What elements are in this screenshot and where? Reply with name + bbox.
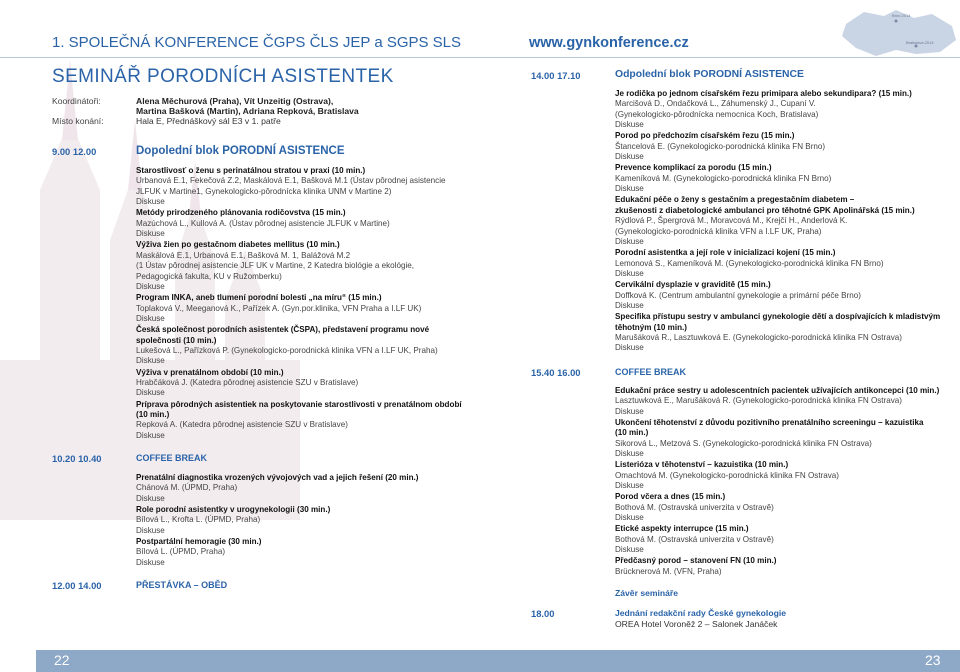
talk-title: Výživa žien po gestačnom diabetes mellitus (10 min.) [136, 240, 340, 250]
talk-title: Porodní asistentka a její role v inicializaci kojení (15 min.) [615, 248, 836, 258]
talk-item [136, 473, 419, 504]
talk-item [615, 556, 776, 577]
talk-discussion: Diskuse [136, 282, 165, 292]
left-block-title-3: PŘESTÁVKA – OBĚD [136, 580, 228, 590]
talk-authors: Lemonová S., Kameníková M. (Gynekologicko-porodnická klinika FN Brno) [615, 258, 884, 268]
conference-title: 1. SPOLEČNÁ KONFERENCE ČGPS ČLS JEP a SGPS SLS [52, 34, 462, 51]
talk-authors: Bílová L. (ÚPMD, Praha) [136, 547, 226, 557]
left-time-1: 9.00 12.00 [52, 146, 97, 157]
talk-title: Výživa v prenatálnom období (10 min.) [136, 367, 284, 377]
talk-discussion: Diskuse [136, 229, 165, 239]
place-label: Místo konání: [52, 116, 104, 126]
talk-discussion: Diskuse [615, 269, 644, 278]
coordinators-label: Koordinátoři: [52, 96, 101, 106]
right-time-1: 14.00 17.10 [531, 70, 581, 81]
talk-title: Role porodní asistentky v urogynekologii (30 min.) [136, 505, 331, 514]
talk-item [615, 248, 884, 279]
right-block-title-2: COFFEE BREAK [615, 367, 687, 377]
talk-discussion: Diskuse [615, 184, 644, 194]
page-number-right: 23 [925, 652, 941, 668]
talk-authors: Chánová M. (ÚPMD, Praha) [136, 483, 238, 493]
talk-title-cont: zkušenosti z diabetologické ambulanci pro těhotné GPK Apolinářská (15 min.) [615, 205, 915, 215]
talk-title: Program INKA, aneb tlumení porodní bolesti „na míru“ (15 min.) [136, 293, 382, 303]
talk-authors-cont: JLFUK v Martine1, Gynekologicko-pôrodnícka klinika UNM v Martine 2) [136, 186, 392, 196]
left-time-3: 12.00 14.00 [52, 580, 102, 591]
page-number-left: 22 [54, 652, 70, 668]
talk-title: Předčasný porod – stanovení FN (10 min.) [615, 556, 777, 566]
talk-authors-cont: (1 Ústav pôrodnej asistencie JLF UK v Martine, 2 Katedra biológie a ekológie, [136, 261, 415, 271]
talk-discussion: Diskuse [615, 237, 644, 247]
left-time-2: 10.20 10.40 [52, 453, 102, 464]
talk-item [136, 325, 438, 367]
talk-title-cont: (10 min.) [615, 428, 649, 438]
talk-title: Edukační práce sestry u adolescentních pacientek užívajících antikoncepci (10 min.) [615, 386, 940, 395]
talk-item [136, 537, 261, 568]
talk-title: Edukační péče o ženy s gestačním a pregestačním diabetem – [615, 195, 855, 205]
talk-discussion: Diskuse [615, 449, 644, 459]
final-meeting-title: Jednání redakční rady České gynekologie [615, 608, 786, 618]
talk-authors: Bothová M. (Ostravská univerzita v Ostravě) [615, 534, 774, 544]
talk-title: Postpartální hemoragie (30 min.) [136, 537, 262, 546]
talk-title: Ukončení těhotenství z důvodu pozitivního prenatálního screeningu – kazuistika [615, 418, 924, 427]
talk-discussion: Diskuse [136, 493, 165, 503]
talk-item [136, 240, 414, 292]
talk-authors: Urbanová E.1, Fekečová Z.2, Maskálová E.1, Bašková M.1 (Ústav pôrodnej asistencie [136, 176, 446, 186]
talk-item [136, 505, 330, 536]
footer-bar [36, 650, 960, 672]
talk-authors-cont: (Gynekologicko-pôrodnícka nemocnica Koch, Bratislava) [615, 109, 819, 119]
talk-title: Porod po předchozím císařském řezu (15 min.) [615, 131, 795, 141]
talk-discussion: Diskuse [615, 545, 644, 555]
talk-authors: Repková A. (Katedra pôrodnej asistencie SZU v Bratislave) [136, 420, 348, 430]
talk-item [136, 293, 421, 324]
talk-authors: Omachtová M. (Gynekologicko-porodnická klinika FN Ostrava) [615, 470, 840, 480]
talk-authors: Marušáková R., Lasztuwková E. (Gynekologicko-porodnická klinika FN Ostrava) [615, 333, 902, 342]
talk-title-cont: (10 min.) [136, 410, 170, 419]
talk-title-cont: těhotným (10 min.) [615, 322, 687, 332]
header-divider [0, 57, 960, 58]
talk-item [136, 368, 358, 399]
coordinators-line-1: Alena Měchurová (Praha), Vít Unzeitig (Ostrava), [136, 96, 334, 106]
talk-item [615, 89, 912, 131]
talk-item [136, 400, 462, 442]
talk-discussion: Diskuse [136, 356, 165, 366]
talk-item [136, 166, 446, 208]
talk-discussion: Diskuse [615, 343, 644, 353]
talk-title: Etické aspekty interrupce (15 min.) [615, 524, 749, 534]
talk-item [615, 131, 825, 162]
talk-discussion: Diskuse [136, 557, 165, 567]
coordinators-line-2: Martina Bašková (Martin), Adriana Repková, Bratislava [136, 106, 359, 116]
talk-authors: Bílová L., Krofta L. (ÚPMD, Praha) [136, 515, 261, 525]
talk-authors: Rýdlová P., Špergrová M., Moravcová M., Krejčí H., Anderlová K. [615, 216, 848, 226]
talk-item [136, 208, 390, 239]
talk-discussion: Diskuse [615, 481, 644, 491]
talk-item [615, 460, 839, 491]
talk-discussion: Diskuse [615, 301, 644, 310]
talk-item [615, 492, 774, 523]
talk-item [615, 386, 939, 417]
talk-discussion: Diskuse [136, 197, 165, 207]
left-block-title-2: COFFEE BREAK [136, 453, 208, 463]
talk-authors: Brücknerová M. (VFN, Praha) [615, 566, 722, 576]
talk-title: Česká společnost porodních asistentek (ČSPA), představení programu nové [136, 325, 430, 335]
talk-discussion: Diskuse [136, 430, 165, 440]
talk-title: Listerióza v těhotenství – kazuistika (10 min.) [615, 460, 789, 470]
talk-title: Cervikální dysplazie v graviditě (15 min.) [615, 280, 771, 290]
talk-item [615, 163, 831, 194]
talk-authors: Kameníková M. (Gynekologicko-porodnická klinika FN Brno) [615, 173, 832, 183]
talk-item [615, 195, 915, 247]
seminar-title: SEMINÁŘ PORODNÍCH ASISTENTEK [52, 66, 394, 87]
talk-authors: Lasztuwková E., Marušáková R. (Gynekologicko-porodnická klinika FN Ostrava) [615, 396, 902, 406]
seminar-closing: Závěr semináře [615, 588, 679, 598]
talk-authors: Toplaková V., Meeganová K., Pařízek A. (Gyn.por.klinika, VFN Praha a I.LF UK) [136, 303, 422, 313]
talk-discussion: Diskuse [136, 388, 165, 398]
talk-discussion: Diskuse [615, 513, 644, 523]
talk-discussion: Diskuse [136, 525, 165, 535]
talk-title: Príprava pôrodných asistentiek na poskytovanie starostlivosti v prenatálnom období [136, 399, 462, 409]
talk-discussion: Diskuse [615, 152, 644, 162]
talk-authors: Sikorová L., Metzová S. (Gynekologicko-porodnická klinika FN Ostrava) [615, 438, 872, 448]
talk-authors-cont: (Gynekologicko-porodnická klinika VFN a I.LF UK, Praha) [615, 226, 822, 236]
talk-authors: Štancelová E. (Gynekologicko-porodnická klinika FN Brno) [615, 141, 826, 151]
talk-discussion: Diskuse [136, 314, 165, 323]
map-label-bottom: Bratislava 2014 [906, 40, 934, 45]
talk-item [615, 280, 861, 311]
talk-authors: Mazúchová L., Kullová A. (Ústav pôrodnej asistencie JLFUK v Martine) [136, 218, 390, 228]
right-time-3: 18.00 [531, 608, 555, 619]
talk-authors: Marcišová D., Ondačková L., Záhumenský J., Cupaní V. [615, 99, 816, 109]
talk-authors: Lukešová L., Pařízková P. (Gynekologicko-porodnická klinika VFN a I.LF UK, Praha) [136, 346, 438, 355]
talk-title-cont: společnosti (10 min.) [136, 335, 217, 345]
talk-title: Starostlivosť o ženu s perinatálnou stratou v praxi (10 min.) [136, 166, 366, 175]
talk-title: Je rodička po jednom císařském řezu primipara alebo sekundipara? (15 min.) [615, 89, 912, 98]
conference-url-link[interactable]: www.gynkonference.cz [529, 35, 689, 51]
talk-authors: Bothová M. (Ostravská univerzita v Ostravě) [615, 502, 774, 512]
talk-item [615, 524, 774, 555]
talk-authors: Maskálová E.1, Urbanová E.1, Bašková M. 1, Balážová M.2 [136, 250, 351, 260]
talk-item [615, 312, 940, 354]
talk-title: Prevence komplikací za porodu (15 min.) [615, 163, 772, 173]
talk-authors: Hrabčáková J. (Katedra pôrodnej asistencie SZU v Bratislave) [136, 378, 359, 387]
left-block-title-1: Dopolední blok PORODNÍ ASISTENCE [136, 145, 345, 157]
talk-item [615, 418, 924, 460]
talk-title: Porod včera a dnes (15 min.) [615, 492, 726, 502]
talk-discussion: Diskuse [615, 120, 644, 130]
map-icon [836, 4, 960, 60]
map-label-top: Brno 2014 [892, 13, 911, 18]
talk-authors-cont: Pedagogická fakulta, KU v Ružomberku) [136, 271, 282, 281]
talk-title: Prenatální diagnostika vrozených vývojových vad a jejich řešení (20 min.) [136, 473, 419, 482]
final-meeting-place: OREA Hotel Voroněž 2 – Salonek Janáček [615, 619, 778, 629]
talk-title: Metódy prirodzeného plánovania rodičovstva (15 min.) [136, 208, 346, 218]
right-block-title-1: Odpolední blok PORODNÍ ASISTENCE [615, 69, 804, 80]
talk-authors: Doffková K. (Centrum ambulantní gynekologie a primární péče Brno) [615, 290, 861, 300]
talk-title: Specifika přístupu sestry v ambulanci gynekologie dětí a dospívajících k mladistvým [615, 312, 941, 322]
place-value: Hala E, Přednáškový sál E3 v 1. patře [136, 116, 281, 126]
talk-discussion: Diskuse [615, 406, 644, 416]
right-time-2: 15.40 16.00 [531, 367, 581, 378]
